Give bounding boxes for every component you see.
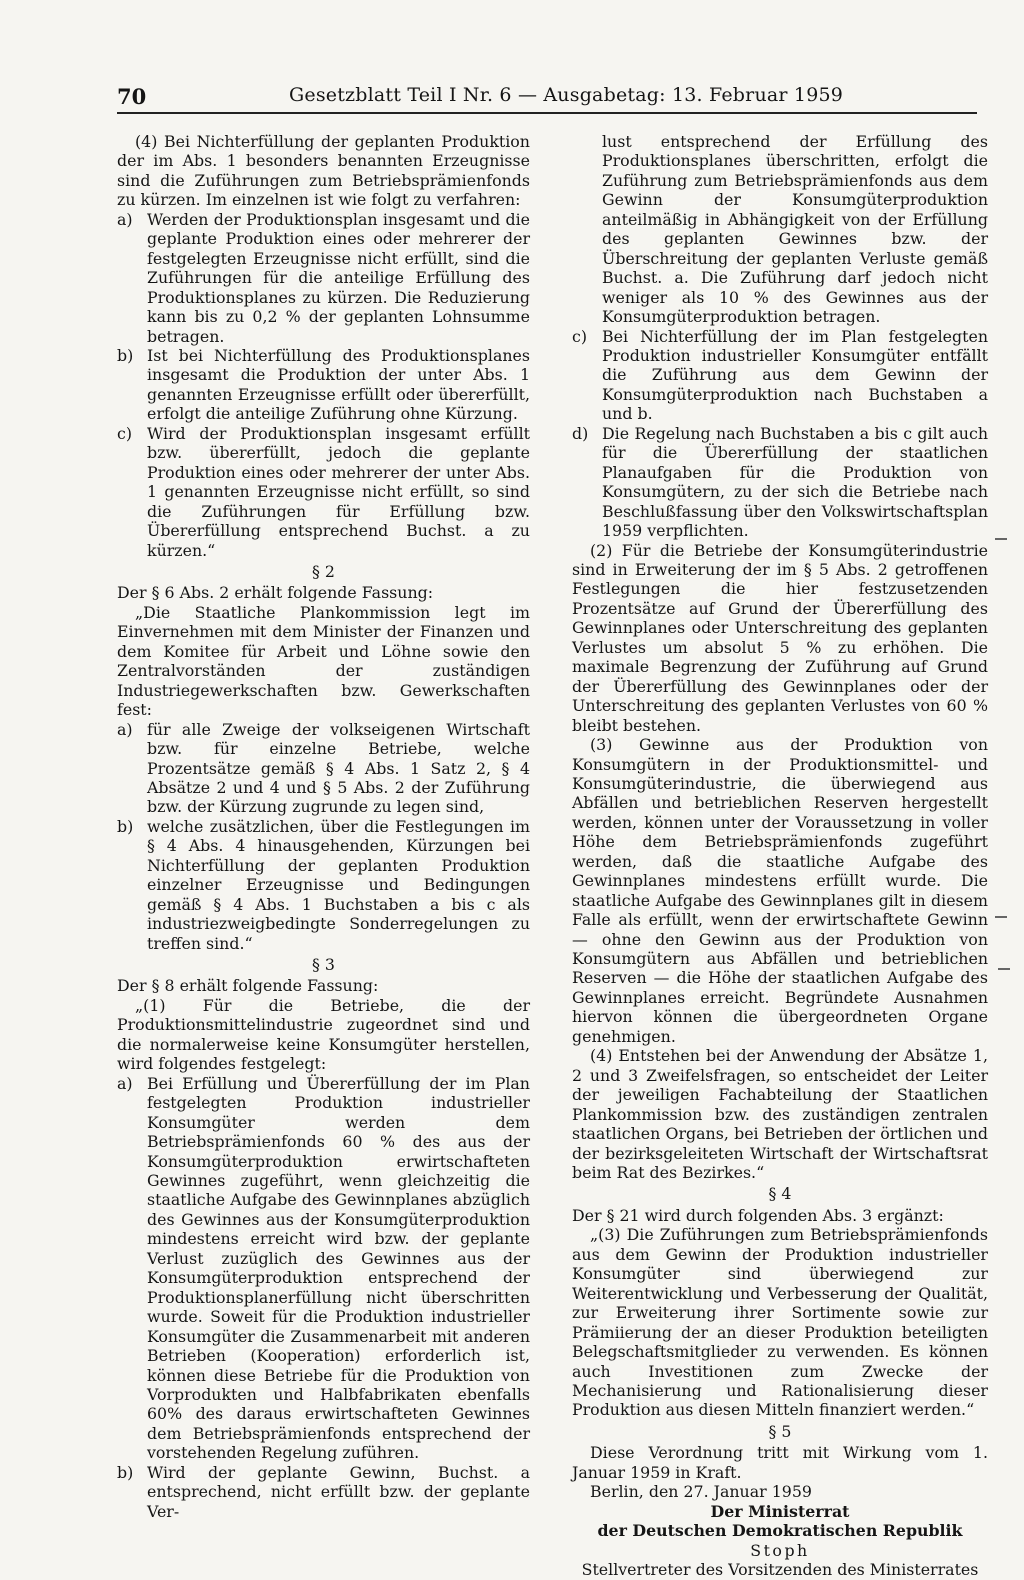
left-column	[117, 132, 530, 1521]
item-label: d)	[572, 423, 589, 443]
section-2-quote: „Die Staatliche Plankommission legt im Einvernehmen mit dem Minister der Finanzen und dem Komitee für Arbeit und Löhne sowie den Zentralvorständen der zuständigen Industriegewerkschaften bzw. Gewerkschaften fest:	[117, 602, 530, 720]
item-text: Wird der geplante Gewinn, Buchst. a entsprechend, nicht erfüllt bzw. der geplante Ver-	[147, 1462, 530, 1521]
place-date: Berlin, den 27. Januar 1959	[590, 1482, 812, 1502]
list-item-continued	[572, 132, 988, 327]
item-label: c)	[117, 423, 133, 443]
list-item	[117, 817, 530, 953]
section-4-heading: § 4	[768, 1184, 792, 1204]
section-3-intro: Der § 8 erhält folgende Fassung:	[117, 976, 379, 996]
item-text: Wird der Produktionsplan insgesamt erfüllt bzw. übererfüllt, jedoch die geplante Produktion eines oder mehrerer der unter Abs. 1 genannten Erzeugnisse nicht erfüllt, so sind die Zuführungen für Erfüllung bzw. Übererfüllung entsprechend Buchst. a zu kürzen.“	[147, 423, 530, 560]
item-label: a)	[117, 1073, 133, 1093]
list-item	[117, 1463, 530, 1521]
list-item	[117, 424, 530, 560]
item-label: b)	[117, 345, 134, 365]
item-text: Bei Erfüllung und Übererfüllung der im Plan festgelegten Produktion industrieller Konsumgüter werden dem Betriebsprämienfonds 60 % des aus der Konsumgüterproduktion erwirtschafteten Gewinnes zugeführt, wenn gleichzeitig die staatliche Aufgabe des Gewinnplanes abzüglich des Gewinnes aus der Konsumgüterproduktion mindestens erreicht wird bzw. der geplante Verlust zuzüglich des Gewinnes aus der Konsumgüterproduktion entsprechend der Produktionsplanerfüllung nicht überschritten wurde. Soweit für die Produktion industrieller Konsumgüter die Zusammenarbeit mit anderen Betrieben (Kooperation) erforderlich ist, können diese Betriebe für die Produktion von Vorprodukten und Halbfabrikaten ebenfalls 60% des daraus erwirtschafteten Gewinnes dem Betriebsprämienfonds entsprechend der vorstehenden Regelung zuführen.	[147, 1073, 530, 1463]
section-3-paragraph-1: „(1) Für die Betriebe, die der Produktionsmittelindustrie zugeordnet sind und die normalerweise keine Konsumgüter herstellen, wird folgendes festgelegt:	[117, 995, 530, 1074]
page-number: 70	[117, 84, 147, 109]
section-4-quote: „(3) Die Zuführungen zum Betriebsprämienfonds aus dem Gewinn der Produktion industrieller Konsumgüter sind überwiegend zur Weiterentwicklung und Verbesserung der Qualität, zur Erweiterung ihrer Sortimente sowie zur Prämiierung der an dieser Produktion beteiligten Belegschaftsmitglieder zu verwenden. Es können auch Investitionen zum Zwecke der Mechanisierung und Rationalisierung dieser Produktion aus diesen Mitteln finanziert werden.“	[572, 1225, 988, 1420]
list-item	[117, 210, 530, 346]
list-item	[572, 424, 988, 541]
item-text: welche zusätzlichen, über die Festlegungen im § 4 Abs. 4 hinausgehenden, Kürzungen bei Nichterfüllung der geplanten Produktion einzelner Erzeugnisse und Bedingungen gemäß § 4 Abs. 1 Buchstaben a bis c als industriezweigbedingte Sonderregelungen zu treffen sind.“	[147, 816, 530, 953]
margin-mark	[995, 916, 1007, 918]
signature-body: Der Ministerrat	[710, 1501, 850, 1521]
list-item	[117, 1074, 530, 1463]
section-3-heading: § 3	[312, 955, 335, 975]
section-2-heading: § 2	[312, 561, 335, 581]
paragraph-4: (4) Entstehen bei der Anwendung der Absätze 1, 2 und 3 Zweifelsfragen, so entscheidet der Leiter der jeweiligen Fachabteilung der Staatlichen Plankommission bzw. des zuständigen zentralen staatlichen Organs, bei Betrieben der örtlichen und der bezirksgeleiteten Wirtschaft der Wirtschaftsrat beim Rat des Bezirkes.“	[572, 1046, 988, 1183]
item-text: Werden der Produktionsplan insgesamt und die geplante Produktion eines oder mehrerer der festgelegten Erzeugnisse nicht erfüllt, sind die Zuführungen für die anteilige Erfüllung des Produktionsplanes zu kürzen. Die Reduzierung kann bis zu 0,2 % der geplanten Lohnsumme betragen.	[147, 209, 530, 346]
section-4-intro: Der § 21 wird durch folgenden Abs. 3 ergänzt:	[572, 1205, 944, 1225]
list-item	[117, 346, 530, 424]
right-column	[572, 132, 988, 1580]
item-label: a)	[117, 209, 133, 229]
section-5-heading: § 5	[768, 1421, 792, 1441]
page-header	[117, 84, 977, 114]
paragraph-2: (2) Für die Betriebe der Konsumgüterindustrie sind in Erweiterung der im § 5 Abs. 2 getroffenen Festlegungen die hier festzusetzenden Prozentsätze auf Grund der Übererfüllung des Gewinnplanes oder Unterschreitung des geplanten Verlustes um absolut 5 % zu erhöhen. Die maximale Begrenzung der Zuführung auf Grund der Übererfüllung des Gewinnplanes oder der Unterschreitung des geplanten Verlustes von 60 % bleibt bestehen.	[572, 540, 988, 735]
list-item	[117, 720, 530, 817]
item-label: b)	[117, 816, 134, 836]
item-text: lust entsprechend der Erfüllung des Produktionsplanes überschritten, erfolgt die Zuführung zum Betriebsprämienfonds aus dem Gewinn der Konsumgüterproduktion anteilmäßig in Abhängigkeit von der Erfüllung des geplanten Gewinnes bzw. der Überschreitung der geplanten Verluste gemäß Buchst. a. Die Zuführung darf jedoch nicht weniger als 10 % des Gewinnes aus der Konsumgüterproduktion betragen.	[602, 132, 988, 327]
item-label: b)	[117, 1462, 134, 1482]
signature-body-line-2: der Deutschen Demokratischen Republik	[597, 1521, 963, 1541]
paragraph-3: (3) Gewinne aus der Produktion von Konsumgütern in der Produktionsmittel- und Konsumgüterindustrie, die überwiegend aus Abfällen und betrieblichen Reserven hergestellt werden, können unter der Voraussetzung in voller Höhe dem Betriebsprämienfonds zugeführt werden, daß die staatliche Aufgabe des Gewinnplanes mindestens erfüllt wurde. Die staatliche Aufgabe des Gewinnplanes gilt in diesem Falle als erfüllt, wenn der erwirtschaftete Gewinn — ohne den Gewinn aus der Produktion von Konsumgütern aus Abfällen und betrieblichen Reserven — die Höhe der staatlichen Aufgabe des Gewinnplanes erreicht. Begründete Ausnahmen hiervon können die übergeordneten Organe genehmigen.	[572, 735, 988, 1046]
item-label: c)	[572, 326, 588, 346]
section-5-text: Diese Verordnung tritt mit Wirkung vom 1. Januar 1959 in Kraft.	[572, 1443, 988, 1482]
item-text: Bei Nichterfüllung der im Plan festgelegten Produktion industrieller Konsumgüter entfällt die Zuführung aus dem Gewinn der Konsumgüterproduktion nach Buchstaben a und b.	[602, 326, 988, 424]
paragraph-4-intro: (4) Bei Nichterfüllung der geplanten Produktion der im Abs. 1 besonders benannten Erzeugnisse sind die Zuführungen zum Betriebsprämienfonds zu kürzen. Im einzelnen ist wie folgt zu verfahren:	[117, 132, 530, 210]
item-label: a)	[117, 719, 133, 739]
item-text: Ist bei Nichterfüllung des Produktionsplanes insgesamt die Produktion der unter Abs. 1 genannten Erzeugnisse erfüllt oder übererfüllt, erfolgt die anteilige Zuführung ohne Kürzung.	[147, 345, 530, 424]
signatory-title: Stellvertreter des Vorsitzenden des Ministerrates	[581, 1560, 979, 1580]
item-text: Die Regelung nach Buchstaben a bis c gilt auch für die Übererfüllung der staatlichen Planaufgaben für die Produktion von Konsumgütern, zu der sich die Betriebe nach Beschlußfassung über den Volkswirtschaftsplan 1959 verpflichten.	[602, 423, 988, 541]
margin-mark	[998, 968, 1010, 970]
header-title: Gesetzblatt Teil I Nr. 6 — Ausgabetag: 13. Februar 1959	[289, 84, 844, 106]
item-text: für alle Zweige der volkseigenen Wirtschaft bzw. für einzelne Betriebe, welche Prozentsätze gemäß § 4 Abs. 1 Satz 2, § 4 Absätze 2 und 4 und § 5 Abs. 2 der Zuführung bzw. der Kürzung zugrunde zu legen sind,	[147, 719, 530, 817]
signatory-name: Stoph	[750, 1540, 810, 1560]
section-2-intro: Der § 6 Abs. 2 erhält folgende Fassung:	[117, 583, 434, 603]
list-item	[572, 327, 988, 424]
margin-mark	[995, 538, 1007, 540]
